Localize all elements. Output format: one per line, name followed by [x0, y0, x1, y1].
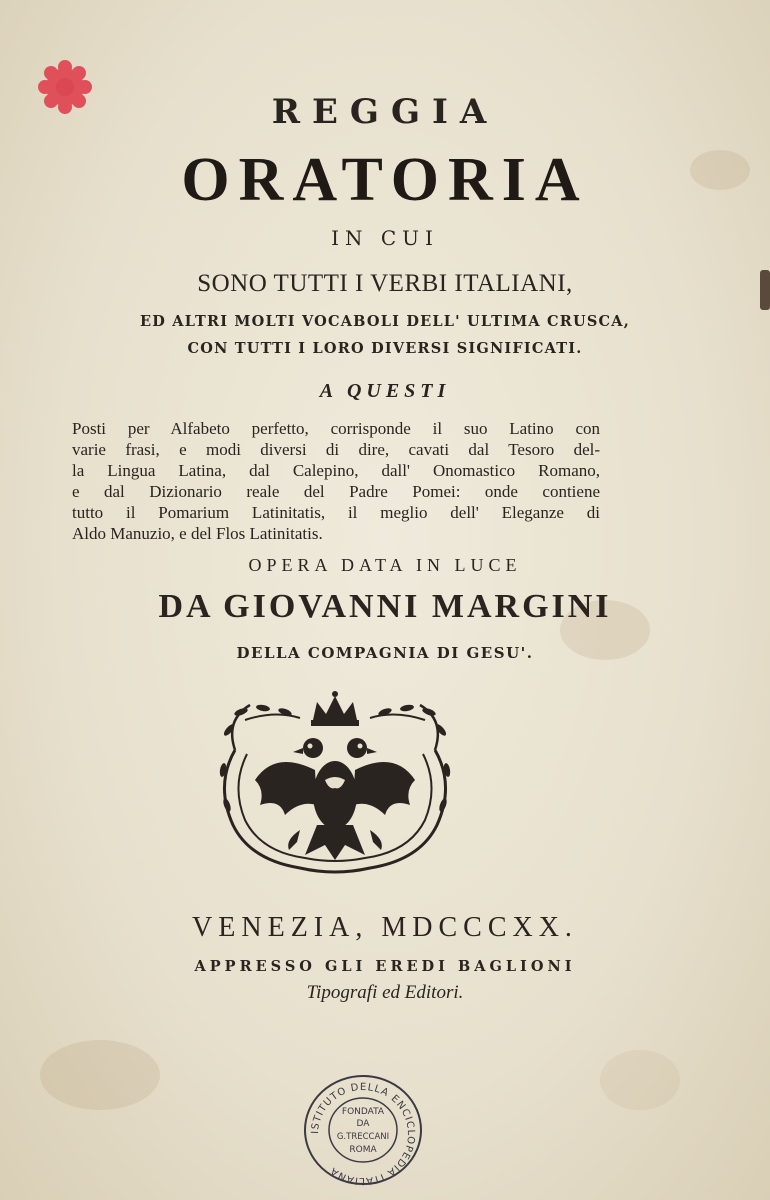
paper-stain	[600, 1050, 680, 1110]
paragraph-line: Aldo Manuzio, e del Flos Latinitatis.	[72, 524, 323, 543]
stamp-ring-text: ISTITUTO DELLA ENCICLOPEDIA ITALIANA	[309, 1081, 417, 1187]
paper-stain	[40, 1040, 160, 1110]
subtitle-significati: CON TUTTI I LORO DIVERSI SIGNIFICATI.	[187, 340, 583, 357]
author-name: DA GIOVANNI MARGINI	[158, 588, 612, 625]
title-line-oratoria: ORATORIA	[181, 146, 589, 214]
stamp-center-line: G.TRECCANI	[336, 1132, 390, 1142]
imprint-role: Tipografi ed Editori.	[306, 982, 464, 1003]
paragraph-line: la Lingua Latina, dal Calepino, dall' Onomastico Romano,	[72, 461, 600, 480]
title-line-reggia: REGGIA	[271, 92, 499, 132]
stamp-center-line: FONDATA	[341, 1107, 385, 1117]
subtitle-in-cui: IN CUI	[331, 226, 439, 250]
stamp-center-line: ROMA	[349, 1145, 377, 1155]
paragraph-line: e dal Dizionario reale del Padre Pomei: onde contiene	[72, 482, 600, 501]
author-affiliation: DELLA COMPAGNIA DI GESU'.	[236, 644, 534, 662]
imprint-publisher: APPRESSO GLI EREDI BAGLIONI	[194, 958, 576, 975]
opera-data-in-luce: OPERA DATA IN LUCE	[248, 555, 522, 575]
subtitle-verbi: SONO TUTTI I VERBI ITALIANI,	[197, 270, 573, 297]
stamp-center-line: DA	[356, 1119, 370, 1129]
imprint-place-date: VENEZIA, MDCCCXX.	[192, 912, 578, 943]
paragraph-line: Posti per Alfabeto perfetto, corrisponde il suo Latino con	[72, 419, 600, 438]
double-headed-eagle-crest-icon	[205, 690, 465, 880]
institute-stamp	[298, 1070, 428, 1190]
paragraph-line: tutto il Pomarium Latinitatis, il meglio dell' Eleganze di	[72, 503, 600, 522]
description-paragraph	[72, 418, 600, 544]
subtitle-vocaboli: ED ALTRI MOLTI VOCABOLI DELL' ULTIMA CRUSCA,	[140, 313, 630, 330]
paragraph-line: varie frasi, e modi diversi di dire, cavati dal Tesoro del-	[72, 440, 600, 459]
subtitle-a-questi: A QUESTI	[319, 380, 451, 402]
